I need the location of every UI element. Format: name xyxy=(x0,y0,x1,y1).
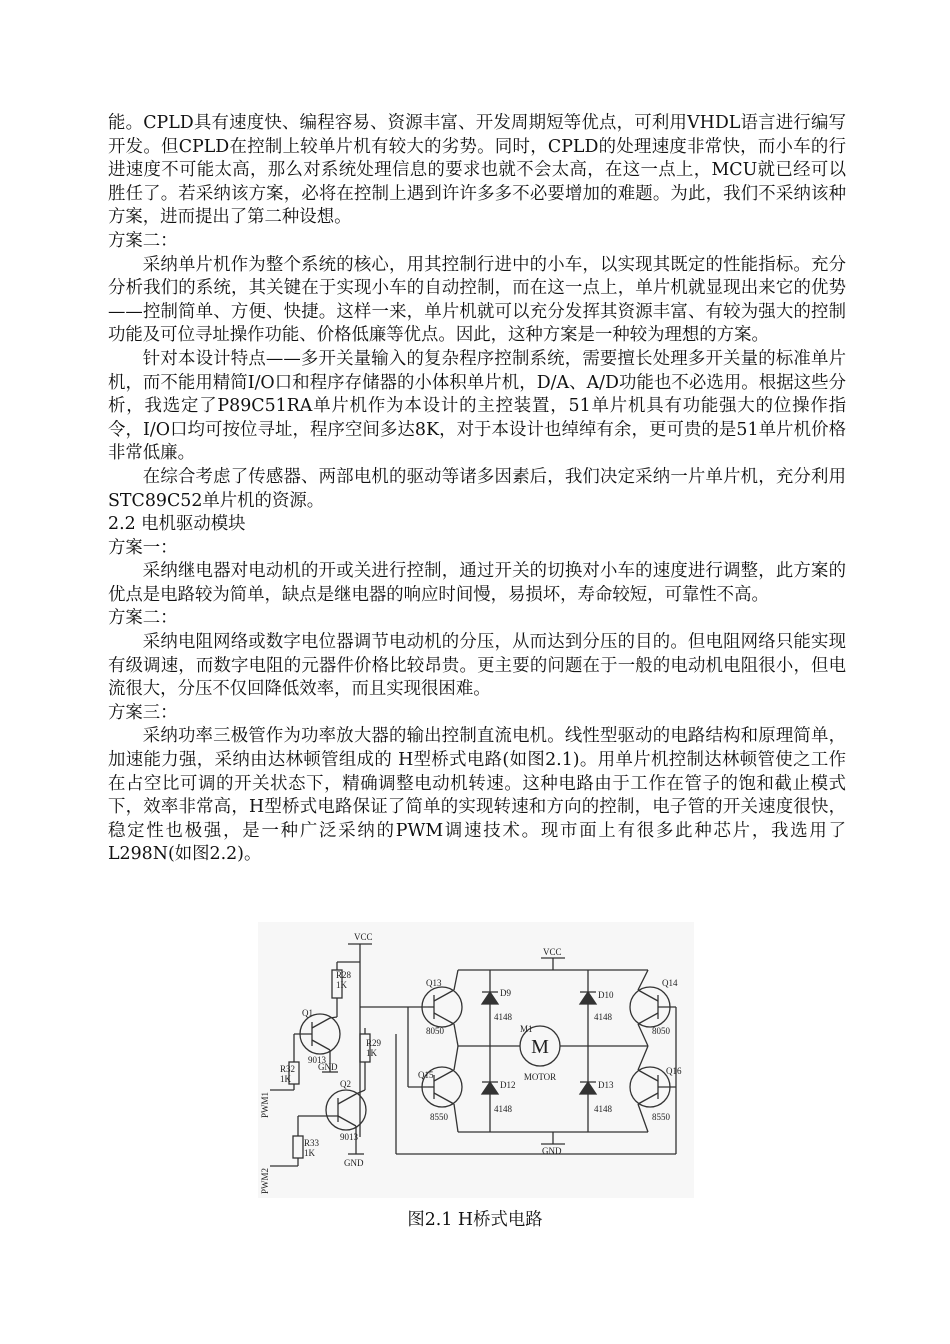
resistor-value: 1K xyxy=(336,980,347,990)
transistor-type: 8050 xyxy=(652,1026,670,1036)
paragraph: 能。CPLD具有速度快、编程容易、资源丰富、开发周期短等优点，可利用VHDL语言进行编写开发。但CPLD在控制上较单片机有较大的劣势。同时，CPLD的处理速度非常快，而小车的行进速度不可能太高，那么对系统处理信息的要求也就不会太高，在这一点上，MCU就已经可以胜任了。若采纳该方案，必将在控制上遇到许许多多不必要增加的难题。为此，我们不采纳该种方案，进而提出了第二种设想。 xyxy=(108,113,846,228)
h-bridge-circuit-figure xyxy=(258,922,694,1198)
diode-type: 4148 xyxy=(594,1012,612,1022)
gnd-label: GND xyxy=(318,1062,338,1072)
diode-label: D10 xyxy=(598,990,614,1000)
resistor-label: R28 xyxy=(336,970,352,980)
diode-type: 4148 xyxy=(594,1104,612,1114)
gnd-label: GND xyxy=(344,1158,364,1168)
pwm-label: PWM1 xyxy=(260,1091,270,1118)
diode-type: 4148 xyxy=(494,1104,512,1114)
diode-type: 4148 xyxy=(494,1012,512,1022)
paragraph: 采纳单片机作为整个系统的核心，用其控制行进中的小车，以实现其既定的性能指标。充分分析我们的系统，其关键在于实现小车的自动控制，而在这一点上，单片机就显现出来它的优势——控制简单、方便、快捷。这样一来，单片机就可以充分发挥其资源丰富、有较为强大的控制功能及可位寻址操作功能、价格低廉等优点。因此，这种方案是一种较为理想的方案。 xyxy=(108,254,846,346)
body-text xyxy=(108,112,846,867)
transistor-type: 9013 xyxy=(340,1132,358,1142)
figure-caption: 图2.1 H桥式电路 xyxy=(407,1210,543,1230)
transistor-label: Q13 xyxy=(426,978,442,988)
gnd-label: GND xyxy=(542,1146,562,1156)
transistor-label: Q14 xyxy=(662,978,678,988)
diode-label: D9 xyxy=(500,988,511,998)
diode-label: D12 xyxy=(500,1080,516,1090)
motor-symbol: M xyxy=(531,1036,549,1058)
transistor-type: 8550 xyxy=(652,1112,670,1122)
vcc-label: VCC xyxy=(354,932,373,942)
resistor-value: 1K xyxy=(280,1074,291,1084)
paragraph: 在综合考虑了传感器、两部电机的驱动等诸多因素后，我们决定采纳一片单片机，充分利用STC89C52单片机的资源。 xyxy=(108,466,846,511)
paragraph: 采纳电阻网络或数字电位器调节电动机的分压，从而达到分压的目的。但电阻网络只能实现有级调速，而数字电阻的元器件价格比较昂贵。更主要的问题在于一般的电动机电阻很小，但电流很大，分压不仅回降低效率，而且实现很困难。 xyxy=(108,632,846,700)
resistor-label: R29 xyxy=(366,1038,382,1048)
pwm-label: PWM2 xyxy=(260,1167,270,1194)
motor-label: M1 xyxy=(520,1024,533,1034)
transistor-type: 9013 xyxy=(308,1055,326,1065)
section-heading: 2.2 电机驱动模块 xyxy=(108,514,246,535)
paragraph: 针对本设计特点——多开关量输入的复杂程序控制系统，需要擅长处理多开关量的标准单片机，而不能用精简I/O口和程序存储器的小体积单片机，D/A、A/D功能也不必选用。根据这些分析，我选定了P89C51RA单片机作为本设计的主控装置，51单片机具有功能强大的位操作指令，I/O口均可按位寻址，程序空间多达8K，对于本设计也绰绰有余，更可贵的是51单片机价格非常低廉。 xyxy=(108,348,846,464)
resistor-label: R32 xyxy=(280,1064,296,1074)
transistor-label: Q1 xyxy=(302,1008,313,1018)
transistor-label: Q16 xyxy=(666,1066,682,1076)
section-label: 方案一： xyxy=(108,537,178,558)
transistor-label: Q2 xyxy=(340,1079,351,1089)
resistor-label: R33 xyxy=(304,1138,320,1148)
resistor-value: 1K xyxy=(304,1148,315,1158)
section-label: 方案二： xyxy=(108,608,178,629)
circuit-diagram xyxy=(258,922,694,1198)
section-label: 方案二： xyxy=(108,230,178,251)
transistor-type: 8550 xyxy=(430,1112,448,1122)
resistor-value: 1K xyxy=(366,1048,377,1058)
paragraph: 采纳功率三极管作为功率放大器的输出控制直流电机。线性型驱动的电路结构和原理简单，加速能力强，采纳由达林顿管组成的 H型桥式电路(如图2.1)。用单片机控制达林顿管使之工作在占空比可调的开关状态下，精确调整电动机转速。这种电路由于工作在管子的饱和截止模式下，效率非常高，H型桥式电路保证了简单的实现转速和方向的控制，电子管的开关速度很快，稳定性也极强，是一种广泛采纳的PWM调速技术。现市面上有很多此种芯片，我选用了L298N(如图2.2)。 xyxy=(108,726,846,865)
transistor-label: Q15 xyxy=(418,1070,434,1080)
motor-text: MOTOR xyxy=(523,1072,557,1082)
paragraph: 采纳继电器对电动机的开或关进行控制，通过开关的切换对小车的速度进行调整，此方案的优点是电路较为简单，缺点是继电器的响应时间慢，易损坏，寿命较短，可靠性不高。 xyxy=(108,561,846,605)
vcc-label: VCC xyxy=(543,947,562,957)
transistor-type: 8050 xyxy=(426,1026,444,1036)
section-label: 方案三： xyxy=(108,702,178,723)
diode-label: D13 xyxy=(598,1080,614,1090)
